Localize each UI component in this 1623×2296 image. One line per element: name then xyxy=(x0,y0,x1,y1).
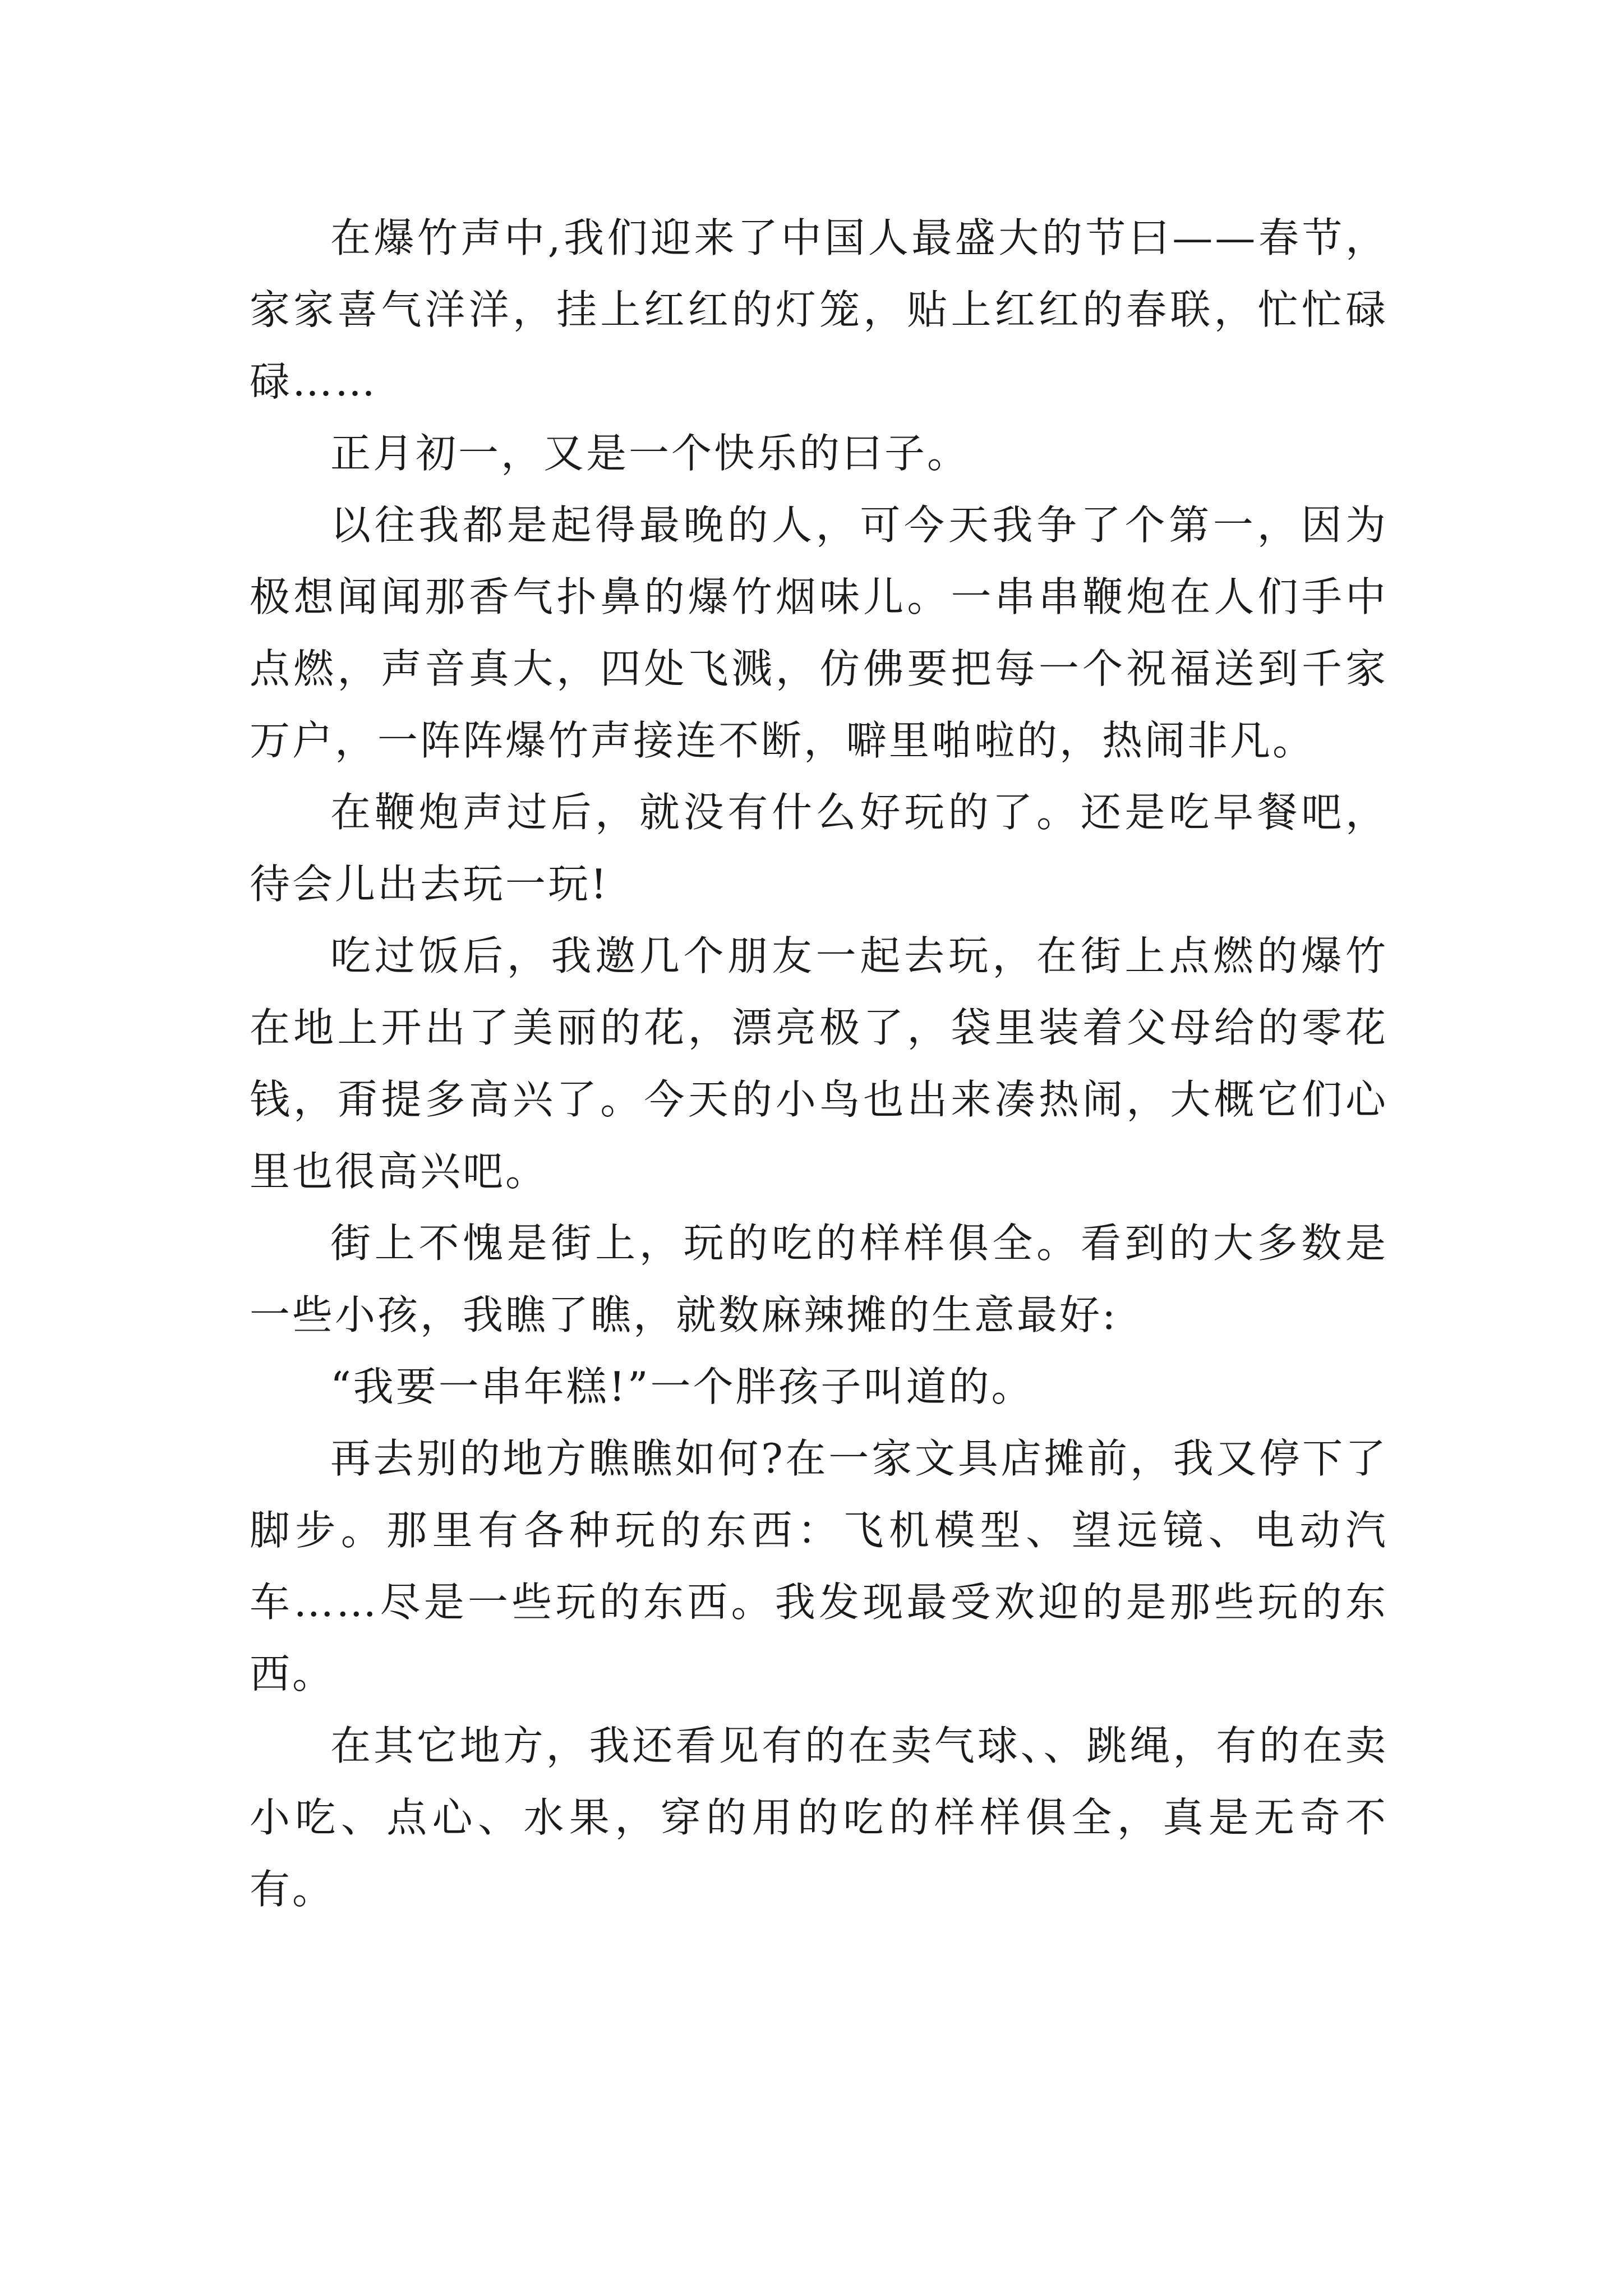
paragraph-1: 在爆竹声中,我们迎来了中国人最盛大的节曰——春节，家家喜气洋洋，挂上红红的灯笼，贴上红红的春联，忙忙碌碌…… xyxy=(250,214,1388,405)
paragraph-2: 正月初一，又是一个快乐的曰子。 xyxy=(330,430,970,477)
paragraph-6: 街上不愧是街上，玩的吃的样样俱全。看到的大多数是一些小孩，我瞧了瞧，就数麻辣摊的生意最好: xyxy=(250,1220,1388,1338)
paragraph-3: 以往我都是起得最晚的人，可今天我争了个第一，因为极想闻闻那香气扑鼻的爆竹烟味儿。一串串鞭炮在人们手中点燃，声音真大，四处飞溅，仿佛要把每一个祝福送到千家万户，一阵阵爆竹声接连不断，噼里啪啦的，热闹非凡。 xyxy=(250,501,1388,764)
paragraph-5: 吃过饭后，我邀几个朋友一起去玩，在街上点燃的爆竹在地上开出了美丽的花，漂亮极了，袋里装着父母给的零花钱，甭提多高兴了。今天的小鸟也出来凑热闹，大概它们心里也很高兴吧。 xyxy=(250,932,1388,1195)
paragraph-9: 在其它地方，我还看见有的在卖气球、、跳绳，有的在卖小吃、点心、水果，穿的用的吃的样样俱全，真是无奇不有。 xyxy=(250,1722,1388,1913)
paragraph-4: 在鞭炮声过后，就没有什么好玩的了。还是吃早餐吧，待会儿出去玩一玩! xyxy=(250,789,1388,908)
paragraph-8: 再去别的地方瞧瞧如何?在一家文具店摊前，我又停下了脚步。那里有各种玩的东西：飞机模型、望远镜、电动汽车……尽是一些玩的东西。我发现最受欢迎的是那些玩的东西。 xyxy=(250,1435,1388,1697)
essay-body xyxy=(250,202,1388,1925)
paragraph-7: “我要一串年糕!”一个胖孩子叫道的。 xyxy=(330,1363,1034,1410)
